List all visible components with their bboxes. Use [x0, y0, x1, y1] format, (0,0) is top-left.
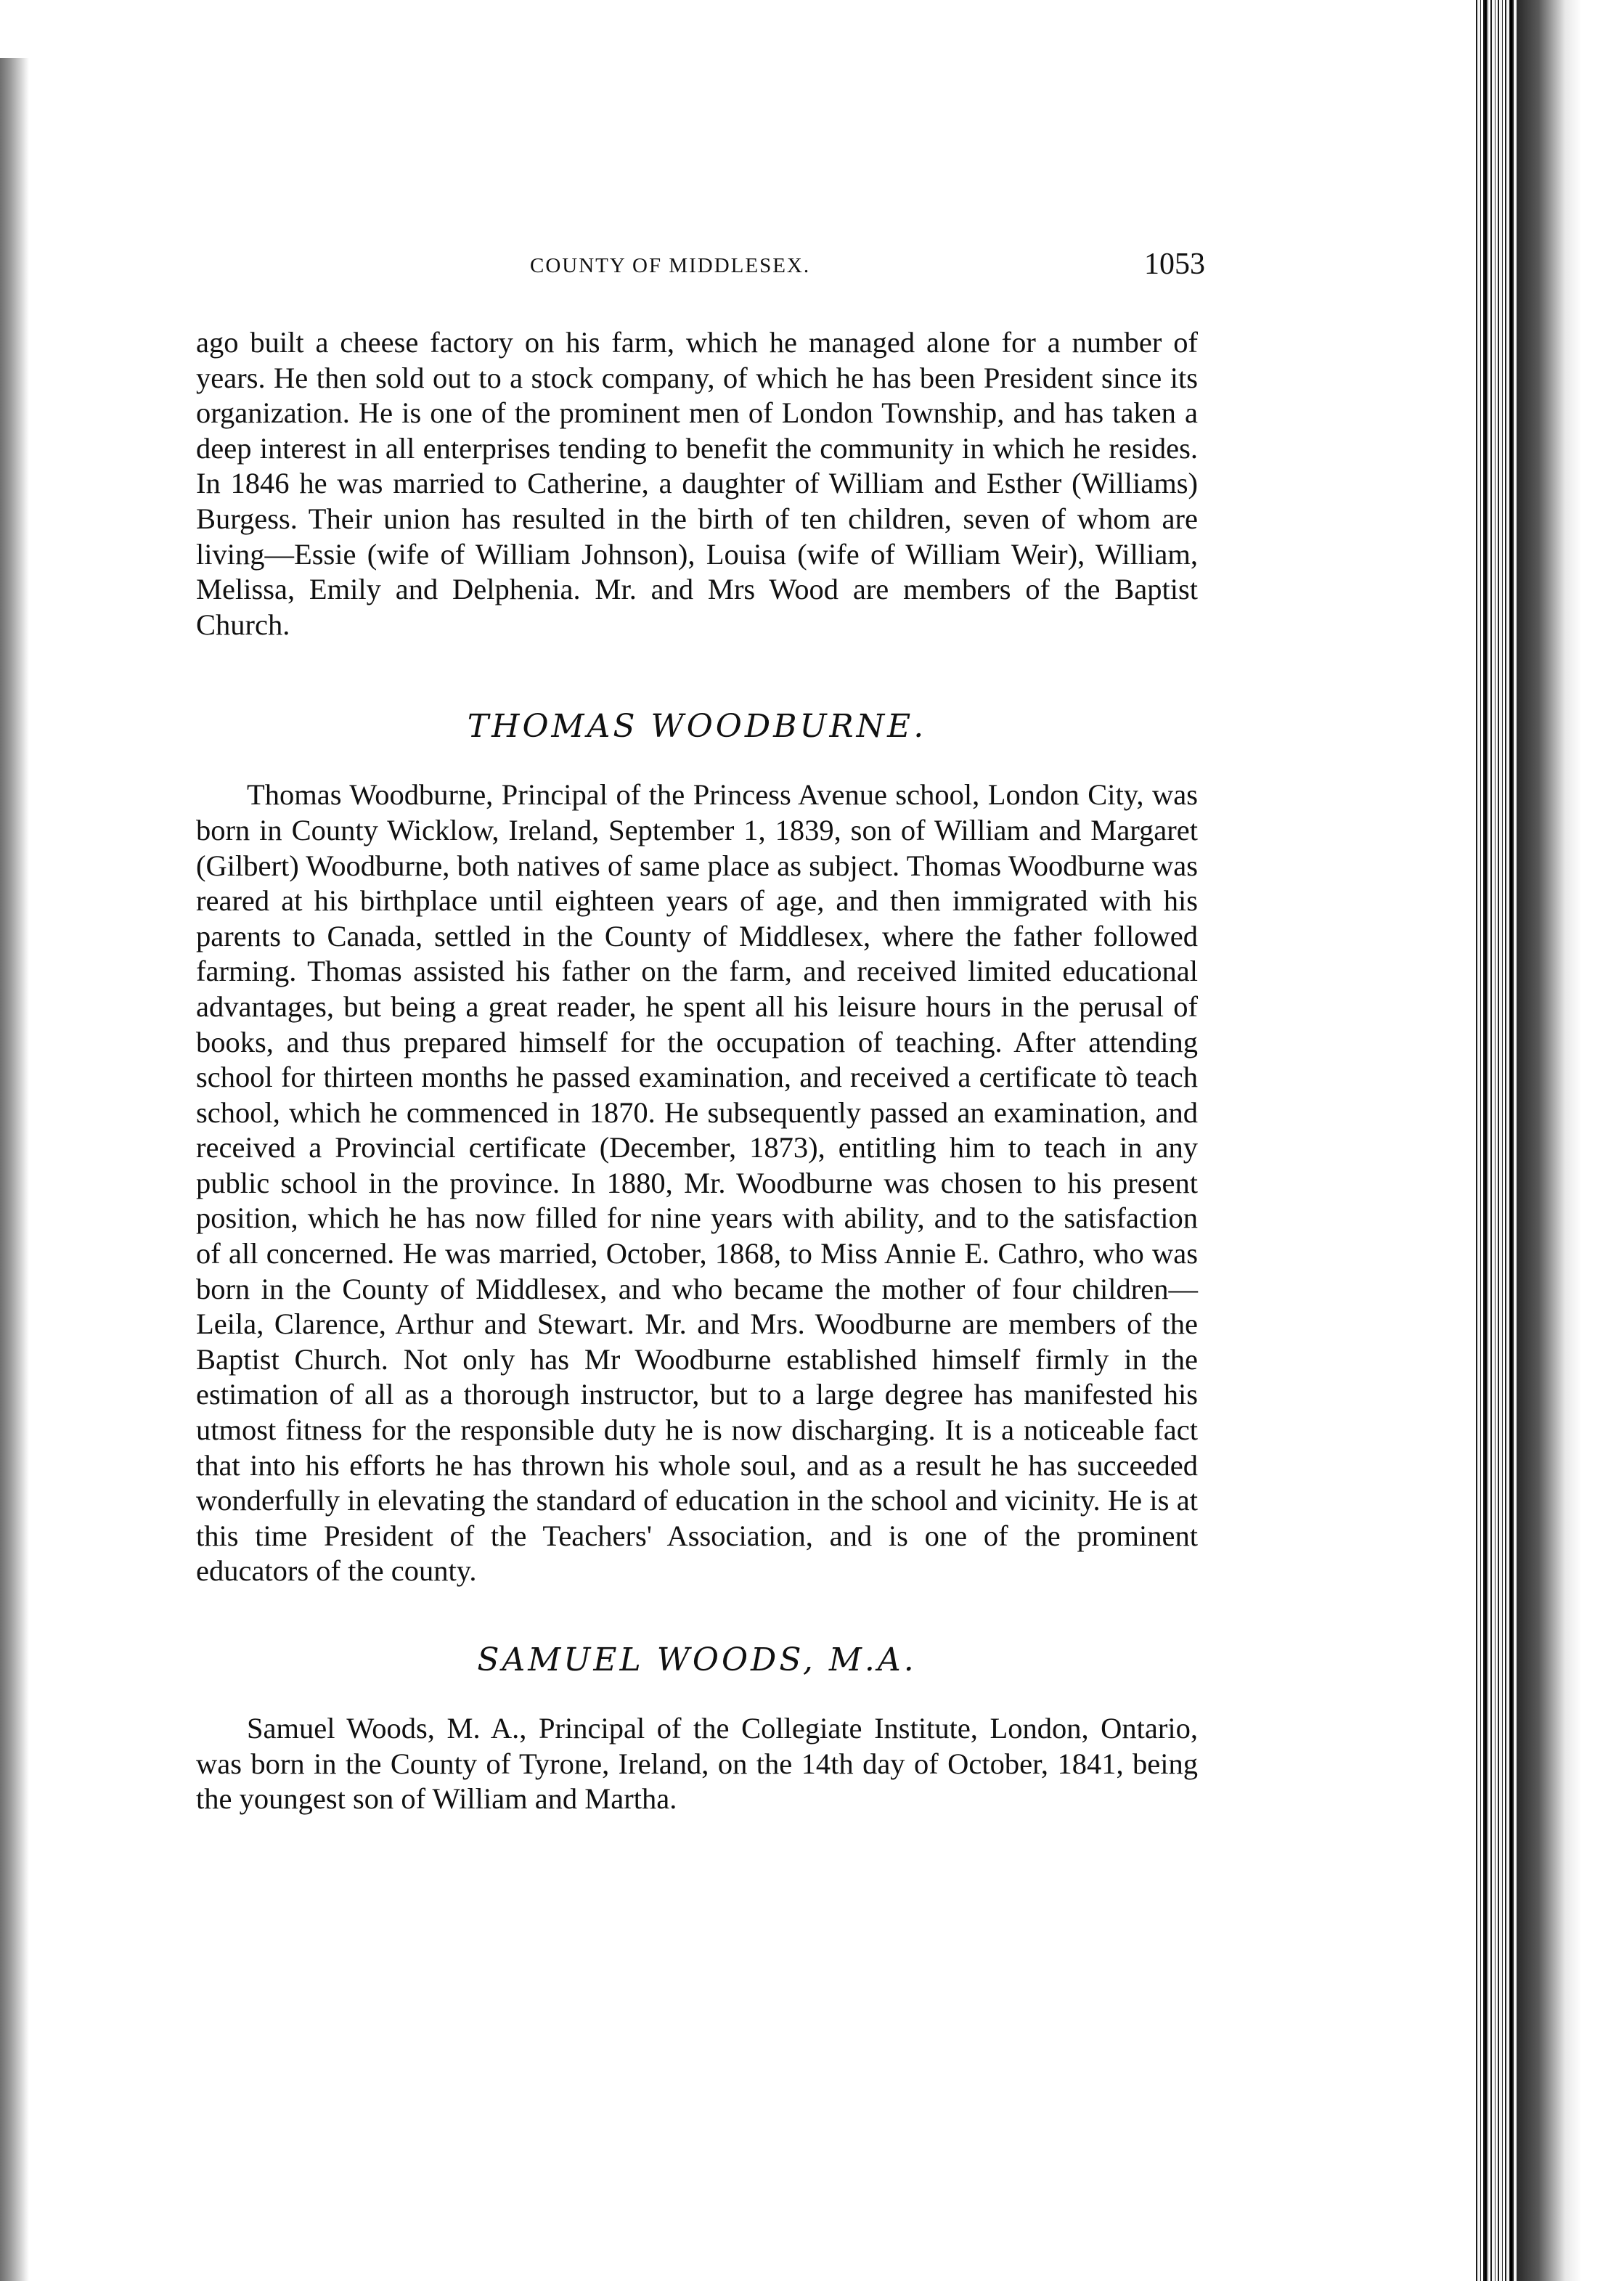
book-page — [196, 247, 1205, 1817]
section-heading-samuel-woods: SAMUEL WOODS, M.A. — [477, 1641, 917, 1678]
section-body-samuel-woods: Samuel Woods, M. A., Principal of the Collegiate Institute, London, Ontario, was born in the County of Tyrone, Ireland, on the 14th day of October, 1841, being the youngest son of William and Martha. — [196, 1712, 1198, 1816]
running-title: COUNTY OF MIDDLESEX. — [530, 254, 811, 277]
running-head — [196, 247, 1205, 290]
intro-paragraph: ago built a cheese factory on his farm, which he managed alone for a number of years. He then sold out to a stock company, of which he has been President since its organization. He is one of the prominent men of London Township, and has taken a deep interest in all enterprises tending to benefit the community in which he resides. In 1846 he was married to Catherine, a daughter of William and Esther (Williams) Burgess. Their union has resulted in the birth of ten children, seven of whom are living—Essie (wife of William Johnson), Louisa (wife of William Weir), William, Melissa, Emily and Delphenia. Mr. and Mrs Wood are members of the Baptist Church. — [196, 326, 1198, 641]
page-edge-line — [1510, 0, 1512, 2281]
page-top-margin — [0, 0, 1624, 58]
section-body-thomas-woodburne: Thomas Woodburne, Principal of the Princess Avenue school, London City, was born in County Wicklow, Ireland, September 1, 1839, son of William and Margaret (Gilbert) Woodburne, both natives of same place as subject. Thomas Woodburne was reared at his birthplace until eighteen years of age, and then immigrated with his parents to Canada, settled in the County of Middlesex, where the father followed farming. Thomas assisted his father on the farm, and received limited educational advantages, but being a great reader, he spent all his leisure hours in the perusal of books, and thus prepared himself for the occupation of teaching. After attending school for thirteen months he passed examination, and received a certificate tò teach school, which he commenced in 1870. He subsequently passed an examination, and received a Provincial certificate (December, 1873), entitling him to teach in any public school in the province. In 1880, Mr. Woodburne was chosen to his present position, which he has now filled for nine years with ability, and to the satisfaction of all concerned. He was married, October, 1868, to Miss Annie E. Cathro, who was born in the County of Middlesex, and who became the mother of four children—Leila, Clarence, Arthur and Stewart. Mr. and Mrs. Woodburne are members of the Baptist Church. Not only has Mr Woodburne established himself firmly in the estimation of all as a thorough instructor, but to a large degree has manifested his utmost fitness for the responsible duty he is now discharging. It is a noticeable fact that into his efforts he has thrown his whole soul, and as a result he has succeeded wonderfully in elevating the standard of education in the school and vicinity. He is at this time President of the Teachers' Association, and is one of the prominent educators of the county. — [196, 778, 1198, 1588]
binding-shadow — [0, 58, 29, 2281]
page-edge-line — [1485, 0, 1487, 2281]
section-heading-thomas-woodburne: THOMAS WOODBURNE. — [467, 708, 927, 746]
page-edges-shadow — [1517, 0, 1624, 2281]
page-number: 1053 — [1144, 248, 1205, 281]
